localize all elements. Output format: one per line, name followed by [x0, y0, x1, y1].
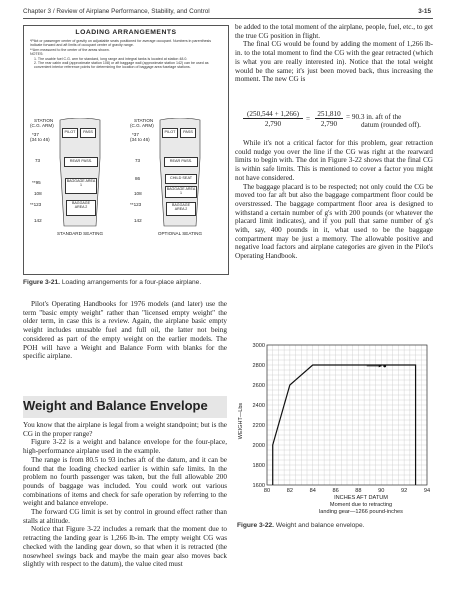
standard-seating-caption: STANDARD SEATING: [56, 231, 104, 236]
formula-numerator-2: 251,810: [315, 110, 343, 119]
baggage-area-1: BAGGAGE AREA 1: [65, 178, 97, 194]
figure-title: LOADING ARRANGEMENTS: [75, 29, 177, 36]
x-tick-label: 80: [263, 488, 271, 494]
caption-text: Loading arrangements for a four-place airplane.: [61, 279, 202, 286]
section-paragraph-1: You know that the airplane is legal from a weight standpoint; but is the CG in the proper range?: [23, 421, 227, 438]
formula-denominator-2: 2,790: [320, 120, 338, 128]
figure-3-22-caption: [237, 522, 433, 530]
arm-top-sub: (34 to 46): [30, 137, 50, 142]
section-paragraph-4: The forward CG limit is set by control in ground effect rather than stalls at altitude.: [23, 508, 227, 525]
section-paragraph-3: The range is from 80.5 to 93 inches aft of the datum, and it can be found that the loading checked earlier is within safe limits. In the problem no fourth passenger was taken, but the full allowable 200 pounds of baggage was included. You could work out various combinations of items and check for safe operation by referring to the weight and balance envelope.: [23, 455, 227, 508]
x-axis-label-line-2: Moment due to retracting: [329, 502, 393, 508]
caption-text: Weight and balance envelope.: [275, 522, 365, 529]
x-tick-label: 92: [401, 488, 408, 494]
station-86: 86: [135, 176, 141, 181]
page-number: 3-15: [418, 8, 431, 15]
figure-notes: [30, 39, 222, 70]
arm-top: *37: [132, 132, 139, 137]
station-73: 73: [35, 158, 41, 163]
formula-numerator-1: (250,544 + 1,266): [243, 110, 303, 119]
pilots-handbook-paragraph: Pilot's Operating Handbooks for 1976 models (and later) use the term "basic empty weight" rather than "licensed empty weight" the older term, in case this is a review. Again, the airplane basic empty weight includes unusable fuel and full oil, the latter not being considered as part of the empty weight on the earlier models. The POH will have a Weight and Balance Form with blanks for the specific airplane.: [23, 300, 227, 361]
note-5: 2. The rear cabin wall (approximate station 108) or aft baggage wall (approximate station 142) can be used as convenient interior reference points for determining the location of baggage area fuselage stations.: [34, 61, 209, 70]
x-axis-label: INCHES AFT DATUM: [334, 495, 388, 501]
optional-seating-caption: OPTIONAL SEATING: [157, 231, 203, 236]
weight-balance-envelope-chart: [237, 339, 433, 517]
x-axis-label-line-3: landing gear—1266 pound-inches: [319, 509, 403, 515]
cg-formula: [243, 110, 433, 140]
x-tick-label: 90: [378, 488, 385, 494]
section-title: Weight and Balance Envelope: [23, 398, 208, 413]
y-tick-label: 3000: [252, 343, 265, 349]
station-108: 108: [134, 191, 142, 196]
y-tick-label: 1600: [252, 483, 265, 489]
y-tick-label: 2800: [252, 363, 265, 369]
right-column-top: [235, 23, 433, 84]
station-label: STATION: [134, 118, 154, 123]
y-tick-label: 2600: [252, 383, 265, 389]
baggage-area-2: BAGGAGE AREA 2: [166, 202, 196, 216]
station-123: **123: [130, 202, 142, 207]
station-sub: (C.G. ARM): [30, 123, 54, 128]
section-paragraph-5: Notice that Figure 3-22 includes a remark that the moment due to retracting the landing gear is 1,266 lb-in. The empty weight CG was checked with the landing gear down, so that when it is retracted (the nosewheel swings back and maybe the main gear also moves back slightly with respect to the datum), the value cited must: [23, 525, 227, 569]
y-tick-label: 2200: [252, 423, 265, 429]
header-rule: [23, 18, 433, 19]
station-142: 142: [34, 218, 42, 223]
x-tick-label: 84: [309, 488, 316, 494]
right-paragraph-3: While it's not a critical factor for this problem, gear retraction could nudge you over the line if the CG was right at the rearward limits to begin with. The dot in Figure 3-22 shows that the final CG is within safe limits. This is mentioned to cover a factor you might not have considered.: [235, 139, 433, 182]
station-73: 73: [135, 158, 141, 163]
rear-passenger-seat: REAR PASS.: [164, 157, 198, 167]
left-paragraph: [23, 300, 227, 361]
passenger-seat: PASS: [80, 128, 96, 138]
y-tick-label: 1800: [252, 463, 265, 469]
x-tick-label: 86: [332, 488, 339, 494]
station-123: **123: [30, 202, 42, 207]
station-95: **95: [32, 180, 41, 185]
y-tick-label: 2400: [252, 403, 265, 409]
rear-passenger-seat: REAR PASS.: [64, 157, 98, 167]
cg-dot: [383, 365, 386, 368]
figure-3-22: [237, 339, 433, 517]
right-paragraph-1: be added to the total moment of the airplane, people, fuel, etc., to get the true CG position in flight.: [235, 23, 433, 40]
pilot-seat: PILOT: [62, 128, 78, 138]
baggage-area-1: BAGGAGE AREA 1: [165, 186, 197, 198]
note-2: **Arm measured to the center of the areas shown.: [30, 47, 110, 52]
station-108: 108: [34, 191, 42, 196]
y-tick-label: 2000: [252, 443, 265, 449]
note-4: 1. The usable fuel C.G. arm for standard, long range and integral tanks is located at station 48.0.: [34, 56, 188, 61]
formula-denominator-1: 2,790: [264, 120, 282, 128]
figure-3-21: [23, 25, 229, 275]
note-1: *Pilot or passenger center of gravity on adjustable seats positioned for average occupant. Numbers in parenthesis indicate forward and aft limits of occupant center of gravity range.: [30, 39, 211, 48]
x-tick-label: 88: [355, 488, 362, 494]
right-column-bottom: [235, 139, 433, 261]
page-header: [23, 8, 431, 15]
x-tick-label: 94: [423, 488, 431, 494]
formula-result: = 90.3 in. aft of the: [346, 113, 402, 121]
station-142: 142: [134, 218, 142, 223]
arm-top-sub: (34 to 46): [130, 137, 150, 142]
arm-top: *37: [32, 132, 39, 137]
pilot-seat: PILOT: [162, 128, 178, 138]
formula-equals-1: =: [306, 115, 311, 123]
standard-seating-diagram: [28, 118, 124, 272]
formula-tail: datum (rounded off).: [361, 121, 421, 129]
chapter-title: Chapter 3 / Review of Airplane Performance, Stability, and Control: [23, 8, 210, 15]
baggage-area-2: BAGGAGE AREA 2: [66, 200, 96, 216]
station-sub: (C.G. ARM): [130, 123, 154, 128]
station-label: STATION: [34, 118, 54, 123]
figure-3-21-caption: [23, 279, 223, 287]
optional-seating-diagram: [128, 118, 224, 272]
section-body: [23, 421, 227, 569]
right-paragraph-4: The baggage placard is to be respected; not only could the CG be moved too far aft but also the baggage compartment floor could be overstressed. The baggage compartment floor area is designed to withstand a certain number of g's with 200 pounds (or whatever the placard limit indicates), and if you pull that same number of g's with, say, 400 pounds in it, what used to be the baggage compartment may be just a memory. The allowable positive and negative load factors and airplane categories are given in the Pilot's Operating Handbook.: [235, 182, 433, 261]
passenger-seat: PASS: [180, 128, 196, 138]
section-paragraph-2: Figure 3-22 is a weight and balance envelope for the four-place, high-performance airplane used in the example.: [23, 438, 227, 456]
right-paragraph-2: The final CG would be found by adding the moment of 1,266 lb-in. to the total moment to find the CG with the gear retracted (which is what you are really interested in). Notice that the total weight would be the same; it's just been moved back, thus increasing the moment. The new CG is: [235, 40, 433, 84]
child-seat: CHILD SEAT: [165, 174, 197, 184]
caption-label: Figure 3-22.: [237, 522, 275, 529]
note-3: NOTES:: [30, 52, 44, 57]
section-heading-bar: [23, 396, 227, 418]
caption-label: Figure 3-21.: [23, 279, 61, 286]
y-axis-label: WEIGHT—Lbs: [238, 402, 244, 440]
x-tick-label: 82: [286, 488, 293, 494]
